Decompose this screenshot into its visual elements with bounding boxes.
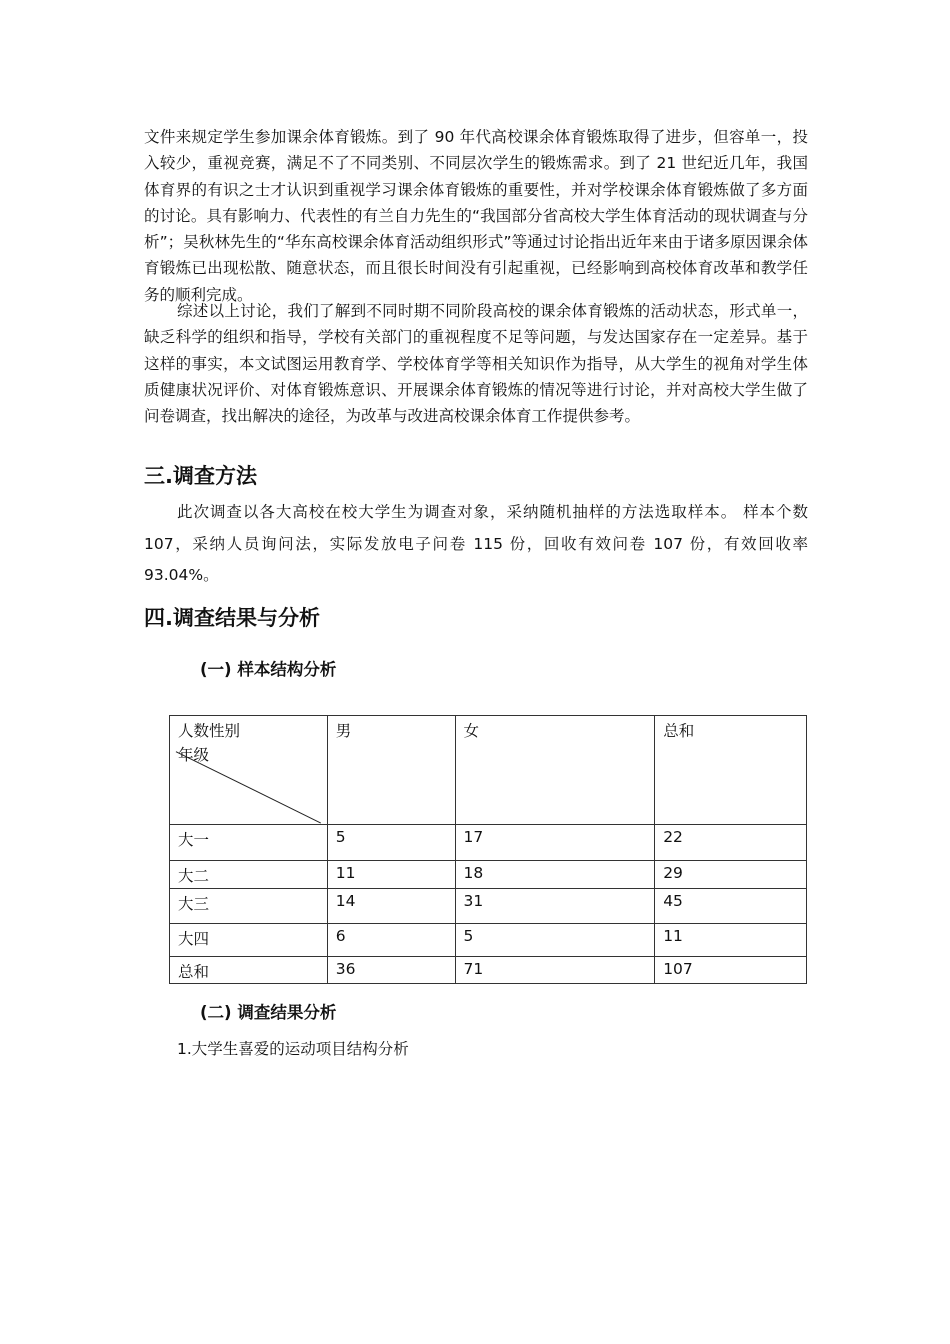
table-cell-grade: 大四	[170, 924, 328, 957]
table-cell-female: 18	[455, 861, 655, 889]
paragraph-summary: 综述以上讨论，我们了解到不同时期不同阶段高校的课余体育锻炼的活动状态，形式单一，缺乏科学的组织和指导，学校有关部门的重视程度不足等问题，与发达国家存在一定差异。基于这样的事实，本文试图运用教育学、学校体育学等相关知识作为指导，从大学生的视角对学生体质健康状况评价、对体育锻炼意识、开展课余体育锻炼的情况等进行讨论，并对高校大学生做了问卷调查，找出解决的途径，为改革与改进高校课余体育工作提供参考。	[144, 302, 808, 426]
table-cell-male: 6	[327, 924, 455, 957]
paragraph-methods: 此次调查以各大高校在校大学生为调查对象，采纳随机抽样的方法选取样本。 样本个数 107，采纳人员询问法，实际发放电子问卷 115 份，回收有效问卷 107 份，有效回收率 93.04%。	[144, 503, 808, 584]
table-cell-male: 36	[327, 957, 455, 984]
table-header-cell: 男	[327, 716, 455, 825]
paragraph-background: 文件来规定学生参加课余体育锻炼。到了 90 年代高校课余体育锻炼取得了进步，但容单一，投入较少，重视竞赛，满足不了不同类别、不同层次学生的锻炼需求。到了 21 世纪近几年，我国体育界的有识之士才认识到重视学习课余体育锻炼的重要性，并对学校课余体育锻炼做了多方面的讨论。具有影响力、代表性的有兰自力先生的“我国部分省高校大学生体育活动的现状调查与分析”；吴秋林先生的“华东高校课余体育活动组织形式”等通过讨论指出近年来由于诸多原因课余体育锻炼已出现松散、随意状态，而且很长时间没有引起重视，已经影响到高校体育改革和教学任务的顺利完成。	[144, 128, 808, 304]
subheading-sample-structure: (一) 样本结构分析	[200, 660, 337, 679]
table-cell-total: 11	[655, 924, 807, 957]
table-row	[170, 924, 807, 957]
table-header-row	[170, 716, 807, 825]
table-cell-total: 107	[655, 957, 807, 984]
table-header-cell: 总和	[655, 716, 807, 825]
table-row	[170, 889, 807, 924]
table-cell-male: 5	[327, 825, 455, 861]
section-heading-results: 四.调查结果与分析	[144, 606, 320, 630]
table-row	[170, 825, 807, 861]
section-heading-methods: 三.调查方法	[144, 464, 257, 488]
table-cell-female: 5	[455, 924, 655, 957]
table-row	[170, 861, 807, 889]
diagonal-line	[170, 716, 327, 824]
table-cell-total: 22	[655, 825, 807, 861]
table-cell-male: 14	[327, 889, 455, 924]
table-cell-female: 17	[455, 825, 655, 861]
list-item-sports-preference: 1.大学生喜爱的运动项目结构分析	[177, 1040, 409, 1058]
table-cell-grade: 大三	[170, 889, 328, 924]
table-corner-cell	[170, 716, 328, 825]
subheading-survey-results: (二) 调查结果分析	[200, 1003, 337, 1022]
table-row	[170, 957, 807, 984]
table-cell-male: 11	[327, 861, 455, 889]
table-cell-total: 29	[655, 861, 807, 889]
table-cell-total: 45	[655, 889, 807, 924]
corner-label-gender: 人数性别	[178, 722, 241, 740]
table-cell-female: 71	[455, 957, 655, 984]
table-cell-female: 31	[455, 889, 655, 924]
table-cell-grade: 大二	[170, 861, 328, 889]
corner-label-grade: 年级	[178, 746, 210, 764]
table-cell-grade: 大一	[170, 825, 328, 861]
table-header-cell: 女	[455, 716, 655, 825]
table-cell-grade: 总和	[170, 957, 328, 984]
sample-structure-table	[169, 715, 807, 984]
